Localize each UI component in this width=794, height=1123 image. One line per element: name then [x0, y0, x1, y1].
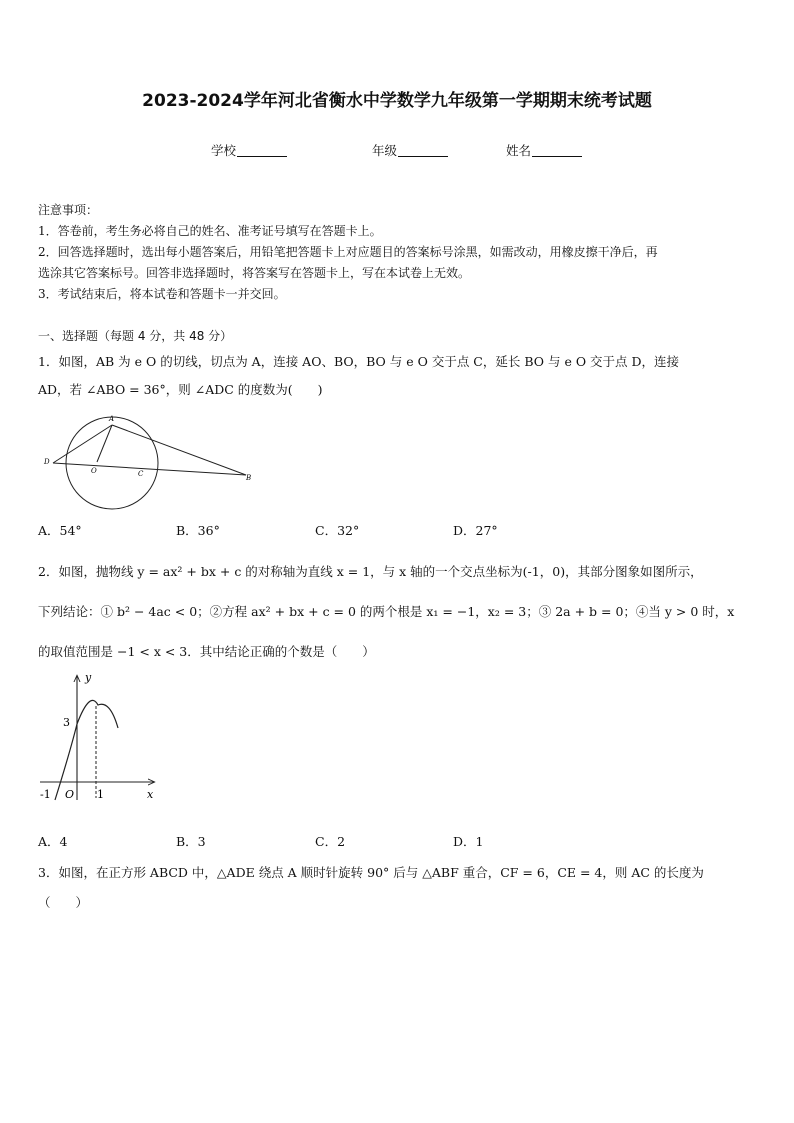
- notes-item-1: 1．答卷前，考生务必将自己的姓名、准考证号填写在答题卡上。: [38, 224, 382, 238]
- notes-item-2: 2．回答选择题时，选出每小题答案后，用铅笔把答题卡上对应题目的答案标号涂黑，如需改动，用橡皮擦干净后，再: [38, 245, 658, 259]
- q2-label-y: y: [85, 671, 92, 684]
- q1-line-2: AD，若 ∠ABO = 36°，则 ∠ADC 的度数为( ): [38, 382, 323, 397]
- q1-line-db: [53, 463, 246, 475]
- q2-label-origin: O: [65, 788, 75, 801]
- q1-label-a: A: [109, 415, 115, 423]
- notes-item-2-cont: 选涂其它答案标号。回答非选择题时，将答案写在答题卡上，写在本试卷上无效。: [38, 266, 471, 280]
- q3-stem: [38, 858, 760, 918]
- q3-line-2: （ ）: [38, 895, 89, 910]
- q2-option-a: A．4: [38, 834, 68, 849]
- q2-option-d: D．1: [453, 834, 484, 849]
- school-blank: [237, 144, 287, 157]
- q1-option-b: B．36°: [176, 523, 220, 538]
- q2-label-x: x: [147, 788, 154, 801]
- grade-blank: [398, 144, 448, 157]
- q1-line-ao: [97, 425, 112, 462]
- name-field: [506, 141, 582, 159]
- q2-stem: [38, 552, 760, 672]
- q2-option-b: B．3: [176, 834, 206, 849]
- q2-line-1: 2．如图，抛物线 y = ax² + bx + c 的对称轴为直线 x = 1，与 x 轴的一个交点坐标为(-1，0)，其部分图象如图所示，: [38, 564, 703, 579]
- q2-line-3: 的取值范围是 −1 < x < 3．其中结论正确的个数是（ ）: [38, 644, 375, 659]
- grade-label: 年级: [372, 143, 398, 158]
- q2-parabola-figure: [30, 670, 170, 810]
- section-heading: 一、选择题（每题 4 分，共 48 分）: [38, 329, 233, 343]
- q1-option-d: D．27°: [453, 523, 498, 538]
- school-field: [211, 141, 287, 159]
- q1-label-d: D: [44, 458, 50, 466]
- q2-label-one: 1: [97, 788, 104, 801]
- q1-circle-tangent-figure: [36, 412, 266, 512]
- q2-option-c: C．2: [315, 834, 346, 849]
- q1-line-1: 1．如图，AB 为 e O 的切线，切点为 A，连接 AO、BO，BO 与 e O 交于点 C，延长 BO 与 e O 交于点 D，连接: [38, 354, 680, 369]
- q1-label-b: B: [246, 474, 252, 482]
- q1-circle: [66, 417, 158, 509]
- notes-item-3: 3．考试结束后，将本试卷和答题卡一并交回。: [38, 287, 286, 301]
- q1-stem: [38, 348, 760, 404]
- name-label: 姓名: [506, 143, 532, 158]
- notes-heading: 注意事项：: [38, 203, 99, 217]
- q1-label-c: C: [138, 470, 144, 478]
- q1-option-a: A．54°: [38, 523, 82, 538]
- grade-field: [372, 141, 448, 159]
- q3-line-1: 3．如图，在正方形 ABCD 中，△ADE 绕点 A 顺时针旋转 90° 后与 △ABF 重合，CF = 6，CE = 4，则 AC 的长度为: [38, 865, 704, 880]
- q1-line-ad: [53, 425, 112, 463]
- q2-label-neg-one: -1: [40, 788, 51, 801]
- name-blank: [532, 144, 582, 157]
- notes-block: [38, 200, 760, 305]
- q1-option-c: C．32°: [315, 523, 360, 538]
- q1-label-o: O: [91, 467, 97, 475]
- q2-label-three: 3: [63, 716, 70, 729]
- page-title: 2023-2024学年河北省衡水中学数学九年级第一学期期末统考试题: [142, 91, 652, 111]
- school-label: 学校: [211, 143, 237, 158]
- q2-line-2: 下列结论：① b² − 4ac < 0；②方程 ax² + bx + c = 0 的两个根是 x₁ = −1，x₂ = 3；③ 2a + b = 0；④当 y > 0 时，x: [38, 604, 735, 619]
